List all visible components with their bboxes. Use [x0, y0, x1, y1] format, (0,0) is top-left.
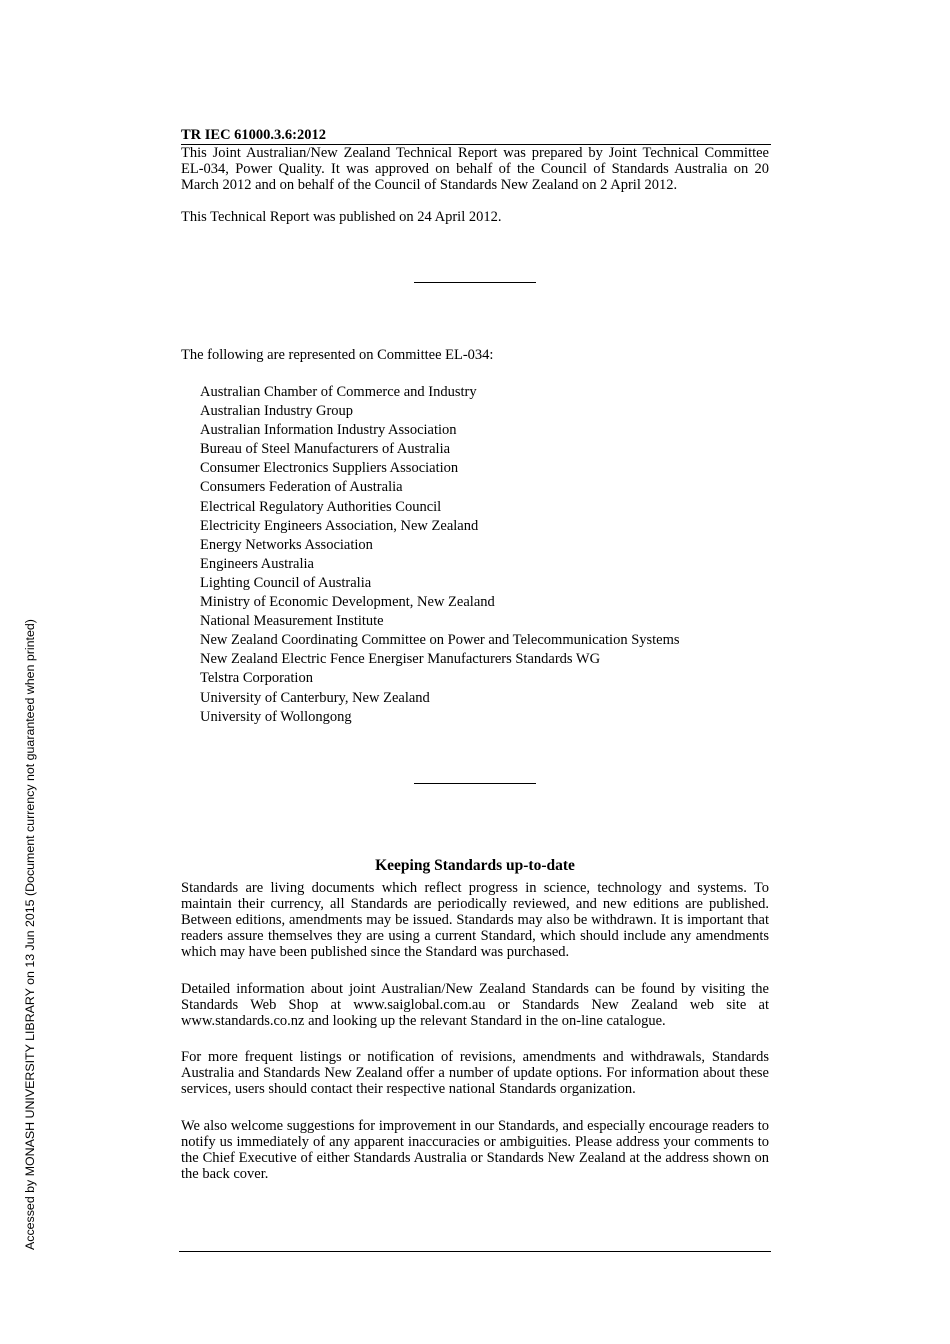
- section-separator: [414, 282, 536, 283]
- list-item: Telstra Corporation: [200, 670, 313, 687]
- footer-rule: [179, 1251, 771, 1252]
- list-item: Electricity Engineers Association, New Zealand: [200, 517, 479, 534]
- list-item: Ministry of Economic Development, New Zealand: [200, 594, 495, 611]
- body-paragraph: Detailed information about joint Australian/New Zealand Standards can be found by visiting the Standards Web Shop at www.saiglobal.com.au or Standards New Zealand web site at www.standards.co.nz and looking up the relevant Standard in the on-line catalogue.: [181, 981, 769, 1029]
- list-item: Lighting Council of Australia: [200, 574, 372, 591]
- list-item: Energy Networks Association: [200, 536, 373, 553]
- list-item: Consumer Electronics Suppliers Association: [200, 460, 459, 477]
- document-id: TR IEC 61000.3.6:2012: [181, 127, 327, 143]
- access-stamp: Accessed by MONASH UNIVERSITY LIBRARY on 13 Jun 2015 (Document currency not guaranteed when printed): [23, 619, 37, 1250]
- preparation-statement: This Joint Australian/New Zealand Technical Report was prepared by Joint Technical Committee EL-034, Power Quality. It was approved on behalf of the Council of Standards Australia on 20 March 2012 and on behalf of the Council of Standards New Zealand on 2 April 2012.: [181, 145, 769, 193]
- body-paragraph: Standards are living documents which reflect progress in science, technology and systems. To maintain their currency, all Standards are periodically reviewed, and new editions are published. Between editions, amendments may be issued. Standards may also be withdrawn. It is important that readers assure themselves they are using a current Standard, which should include any amendments which may have been published since the Standard was purchased.: [181, 880, 769, 960]
- list-item: Consumers Federation of Australia: [200, 479, 403, 496]
- list-item: Electrical Regulatory Authorities Council: [200, 498, 442, 515]
- list-item: Australian Information Industry Association: [200, 422, 457, 439]
- body-paragraph: For more frequent listings or notification of revisions, amendments and withdrawals, Standards Australia and Standards New Zealand offer a number of update options. For information about these services, users should contact their respective national Standards organization.: [181, 1049, 769, 1097]
- body-paragraph: We also welcome suggestions for improvement in our Standards, and especially encourage readers to notify us immediately of any apparent inaccuracies or ambiguities. Please address your comments to the Chief Executive of either Standards Australia or Standards New Zealand at the address shown on the back cover.: [181, 1118, 769, 1182]
- list-item: New Zealand Coordinating Committee on Power and Telecommunication Systems: [200, 632, 680, 649]
- list-item: Engineers Australia: [200, 555, 314, 572]
- list-item: University of Wollongong: [200, 708, 352, 725]
- list-item: National Measurement Institute: [200, 613, 384, 630]
- list-item: New Zealand Electric Fence Energiser Manufacturers Standards WG: [200, 651, 601, 668]
- publication-date-statement: This Technical Report was published on 24 April 2012.: [181, 209, 502, 225]
- committee-member-list: [200, 383, 680, 727]
- list-item: Australian Chamber of Commerce and Industry: [200, 384, 477, 400]
- list-item: Bureau of Steel Manufacturers of Australia: [200, 441, 451, 458]
- list-item: University of Canterbury, New Zealand: [200, 689, 430, 706]
- committee-intro: The following are represented on Committee EL-034:: [181, 347, 494, 363]
- section-heading: Keeping Standards up-to-date: [375, 857, 575, 874]
- list-item: Australian Industry Group: [200, 403, 354, 420]
- section-separator: [414, 783, 536, 784]
